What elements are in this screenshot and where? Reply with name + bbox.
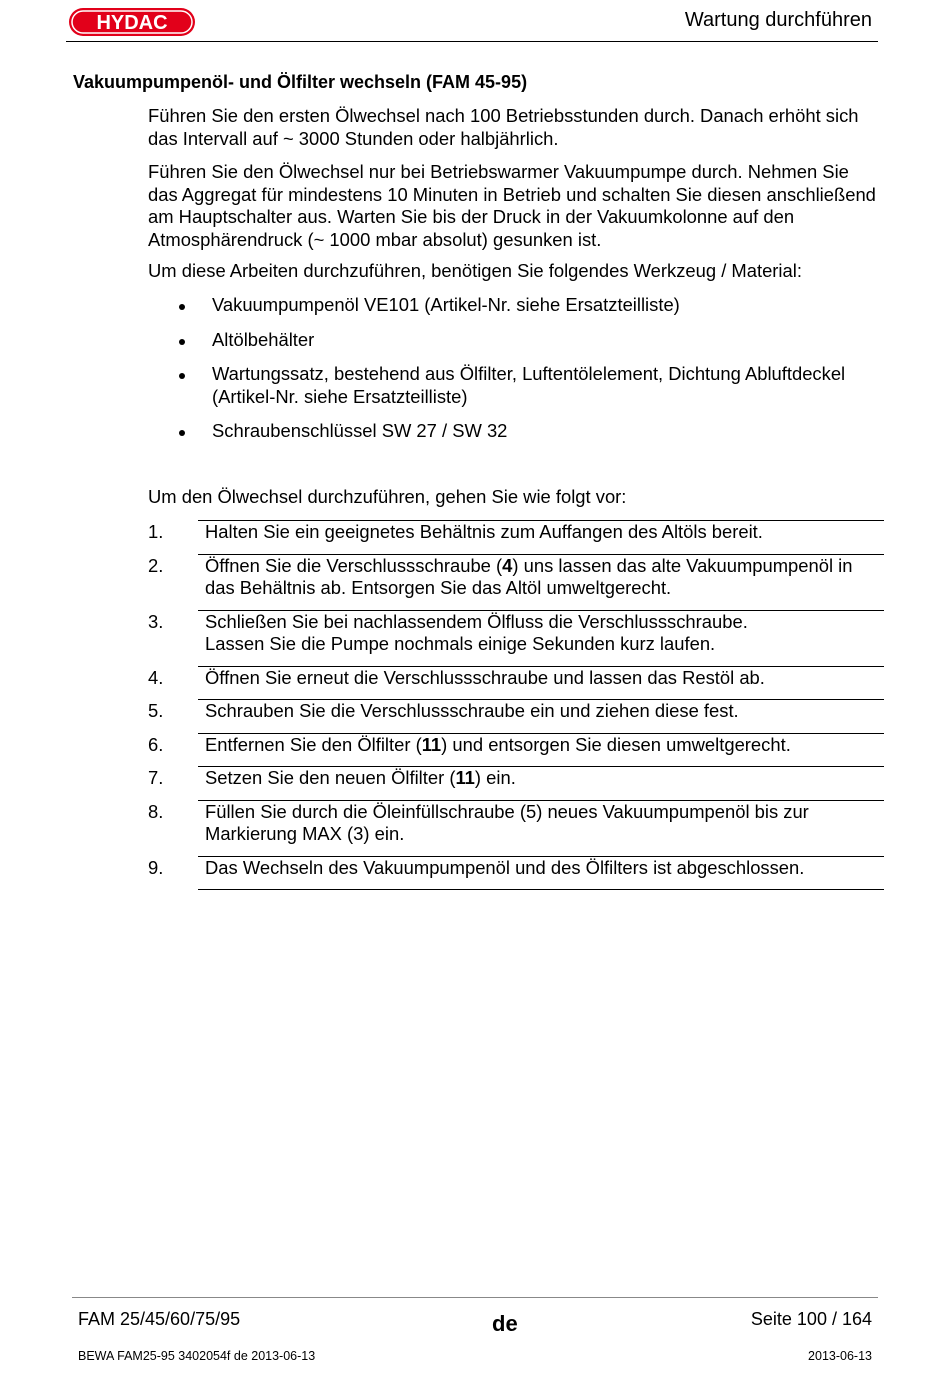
list-item: Vakuumpumpenöl VE101 (Artikel-Nr. siehe Ersatzteilliste): [148, 294, 878, 317]
bullet-icon: [179, 339, 185, 345]
step-text: Das Wechseln des Vakuumpumpenöl und des Ölfilters ist abgeschlossen.: [205, 856, 805, 878]
tools-list: [148, 294, 878, 455]
steps-intro: Um den Ölwechsel durchzuführen, gehen Sie wie folgt vor:: [148, 486, 627, 507]
step-text-line2: Lassen Sie die Pumpe nochmals einige Sekunden kurz laufen.: [205, 633, 716, 654]
step-text: Schrauben Sie die Verschlussschraube ein und ziehen diese fest.: [205, 700, 739, 721]
bullet-icon: [179, 304, 185, 310]
step-number: 8.: [148, 800, 164, 822]
step-row: [148, 856, 884, 890]
header-divider: [66, 41, 878, 42]
step-number: 9.: [148, 856, 164, 878]
footer-divider: [72, 1297, 878, 1298]
list-item: Altölbehälter: [148, 329, 878, 352]
steps-table-bottom-rule: [198, 889, 884, 890]
step-number: 2.: [148, 554, 164, 576]
paragraph-oil-interval: Führen Sie den ersten Ölwechsel nach 100 Betriebsstunden durch. Danach erhöht sich das Intervall auf ~ 3000 Stunden oder halbjährlich.: [148, 105, 859, 149]
paragraph-warm-pump: Führen Sie den Ölwechsel nur bei Betriebswarmer Vakuumpumpe durch. Nehmen Sie das Aggregat für mindestens 10 Minuten in Betrieb und schalten Sie diesen anschließend am Hauptschalter aus. Warten Sie bis der Druck in der Vakuumkolonne auf den Atmosphärendruck (~ 1000 mbar absolut) gesunken ist.: [148, 161, 876, 250]
list-item: Schraubenschlüssel SW 27 / SW 32: [148, 420, 878, 443]
list-item: Wartungssatz, bestehend aus Ölfilter, Luftentölelement, Dichtung Abluftdeckel (Artikel-Nr. siehe Ersatzteilliste): [148, 363, 878, 408]
footer-language: de: [492, 1311, 518, 1336]
step-text: Füllen Sie durch die Öleinfüllschraube (5) neues Vakuumpumpenöl bis zur Markierung MAX (3) ein.: [205, 800, 809, 844]
step-row: 7. Setzen Sie den neuen Ölfilter (11) ein.: [198, 766, 884, 800]
footer-model: FAM 25/45/60/75/95: [78, 1309, 241, 1329]
step-number: 7.: [148, 767, 164, 788]
step-number: 1.: [148, 521, 164, 542]
step-row: [148, 610, 884, 666]
step-text: Entfernen Sie den Ölfilter (: [205, 733, 422, 755]
part-number: 11: [455, 767, 475, 788]
logo-text: HYDAC: [96, 12, 168, 34]
step-number: 3.: [148, 610, 164, 632]
section-title: Vakuumpumpenöl- und Ölfilter wechseln (FAM 45-95): [73, 72, 528, 92]
paragraph-tools-intro: Um diese Arbeiten durchzuführen, benötigen Sie folgendes Werkzeug / Material:: [148, 260, 802, 281]
step-row: [148, 699, 884, 733]
footer-document-id: BEWA FAM25-95 3402054f de 2013-06-13: [78, 1349, 316, 1363]
part-number: 11: [421, 733, 442, 755]
footer-page-number: Seite 100 / 164: [750, 1309, 872, 1329]
bullet-icon: [179, 373, 185, 379]
page-header-title: Wartung durchführen: [684, 9, 872, 31]
step-text: Schließen Sie bei nachlassendem Ölfluss die Verschlussschraube.: [205, 610, 748, 632]
hydac-logo: [68, 7, 196, 37]
step-row: 2. Öffnen Sie die Verschlussschraube (4) uns lassen das alte Vakuumpumpenöl in das Behältnis ab. Entsorgen Sie das Altöl umweltgerecht.: [198, 554, 884, 610]
step-row: 6. Entfernen Sie den Ölfilter (11) und entsorgen Sie diesen umweltgerecht.: [198, 733, 884, 767]
step-row: [148, 520, 884, 554]
step-number: 6.: [148, 733, 164, 755]
step-number: 5.: [148, 700, 164, 721]
step-number: 4.: [148, 666, 164, 688]
step-row: [148, 666, 884, 700]
part-number: 4: [502, 554, 513, 576]
bullet-icon: [179, 430, 185, 436]
step-text: Setzen Sie den neuen Ölfilter (: [205, 767, 456, 788]
step-text: Öffnen Sie die Verschlussschraube (: [205, 554, 503, 576]
step-text: Öffnen Sie erneut die Verschlussschraube und lassen das Restöl ab.: [205, 666, 765, 688]
step-row: [148, 800, 884, 856]
step-text: Halten Sie ein geeignetes Behältnis zum Auffangen des Altöls bereit.: [205, 521, 763, 542]
steps-table: [148, 520, 884, 890]
footer-date: 2013-06-13: [808, 1349, 872, 1363]
